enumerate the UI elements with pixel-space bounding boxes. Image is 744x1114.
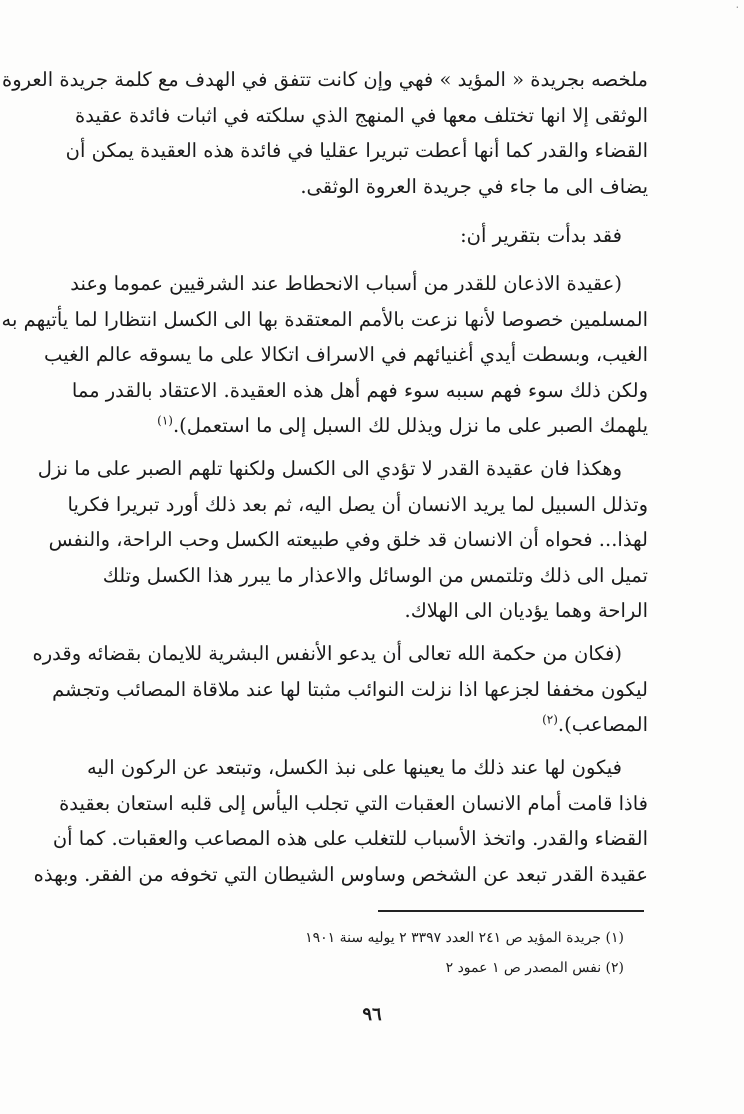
footnote-ref-1: (١) [157, 413, 173, 428]
text-line: عقيدة القدر تبعد عن الشخص وساوس الشيطان التي تخوفه من الفقر. وبهذه [33, 862, 648, 886]
text-line: ليكون مخففا لجزعها اذا نزلت النوائب مثبتا لها عند ملاقاة المصائب وتجشم [52, 677, 648, 701]
footnote-1: (١) جريدة المؤيد ص ٢٤١ العدد ٣٣٩٧ ٢ يوليه سنة ١٩٠١ [305, 930, 624, 946]
text-line: فقد بدأت بتقرير أن: [460, 224, 622, 247]
paragraph-6 [33, 750, 648, 892]
text-line: لهذا... فحواه أن الانسان قد خلق وفي طبيعته الكسل وحب الراحة، والنفس [48, 528, 648, 551]
text-line: فاذا قامت أمام الانسان العقبات التي تجلب اليأس إلى قلبه استعان بعقيدة [59, 791, 648, 815]
corner-mark: ٠ [734, 2, 740, 13]
text-line [96, 707, 648, 743]
paragraph-4 [37, 451, 648, 629]
text-line: (عقيدة الاذعان للقدر من أسباب الانحطاط عند الشرقيين عموما وعند [70, 272, 622, 295]
text-line-content: المصاعب). [557, 713, 648, 736]
paragraph-3-quote [1, 266, 648, 444]
text-line: فيكون لها عند ذلك ما يعينها على نبذ الكسل، وتبتعد عن الركون اليه [86, 756, 622, 779]
footnotes [150, 923, 624, 983]
text-line: القضاء والقدر كما أنها أعطت تبريرا عقليا في فائدة هذه العقيدة يمكن أن [65, 139, 648, 162]
text-line: ملخصه بجريدة « المؤيد » فهي وإن كانت تتفق في الهدف مع كلمة جريدة العروة [2, 68, 648, 91]
footnote-divider [378, 910, 644, 912]
text-line: الراحة وهما يؤديان الى الهلاك. [404, 599, 648, 622]
text-line-content: يلهمك الصبر على ما نزل ويذلل لك السبل إلى ما استعمل). [172, 414, 648, 437]
text-line: (فكان من حكمة الله تعالى أن يدعو الأنفس البشرية للايمان بقضائه وقدره [32, 642, 622, 665]
footnote-2: (٢) نفس المصدر ص ١ عمود ٢ [445, 960, 624, 976]
text-line: الغيب، وبسطت أيدي أغنيائهم في الاسراف اتكالا على ما يسوقه عالم الغيب [44, 343, 648, 366]
text-line: المسلمين خصوصا لأنها نزعت بالأمم المعتقدة بها الى الكسل انتظارا لما يأتيهم به [1, 307, 648, 331]
text-line: الوثقى إلا انها تختلف معها في المنهج الذي سلكته في اثبات فائدة عقيدة [74, 103, 648, 127]
page-number: ٩٦ [362, 1004, 382, 1025]
paragraph-2 [96, 218, 648, 254]
text-line: ولكن ذلك سوء فهم سببه سوء فهم أهل هذه العقيدة. الاعتقاد بالقدر مما [71, 378, 648, 402]
text-line: يضاف الى ما جاء في جريدة العروة الوثقى. [300, 174, 648, 198]
text-line [96, 408, 648, 444]
paragraph-5-quote [32, 636, 648, 743]
text-line: القضاء والقدر. واتخذ الأسباب للتغلب على هذه المصاعب والعقبات. كما أن [52, 827, 648, 850]
footnote-ref-2: (٢) [542, 712, 558, 727]
text-line: تميل الى ذلك وتلتمس من الوسائل والاعذار ما يبرر هذا الكسل وتلك [102, 563, 648, 587]
text-line: وهكذا فان عقيدة القدر لا تؤدي الى الكسل ولكنها تلهم الصبر على ما نزل [37, 457, 622, 480]
paragraph-1 [2, 62, 648, 204]
text-line: وتذلل السبيل لما يريد الانسان أن يصل اليه، ثم بعد ذلك أورد تبريرا فكريا [67, 492, 648, 516]
